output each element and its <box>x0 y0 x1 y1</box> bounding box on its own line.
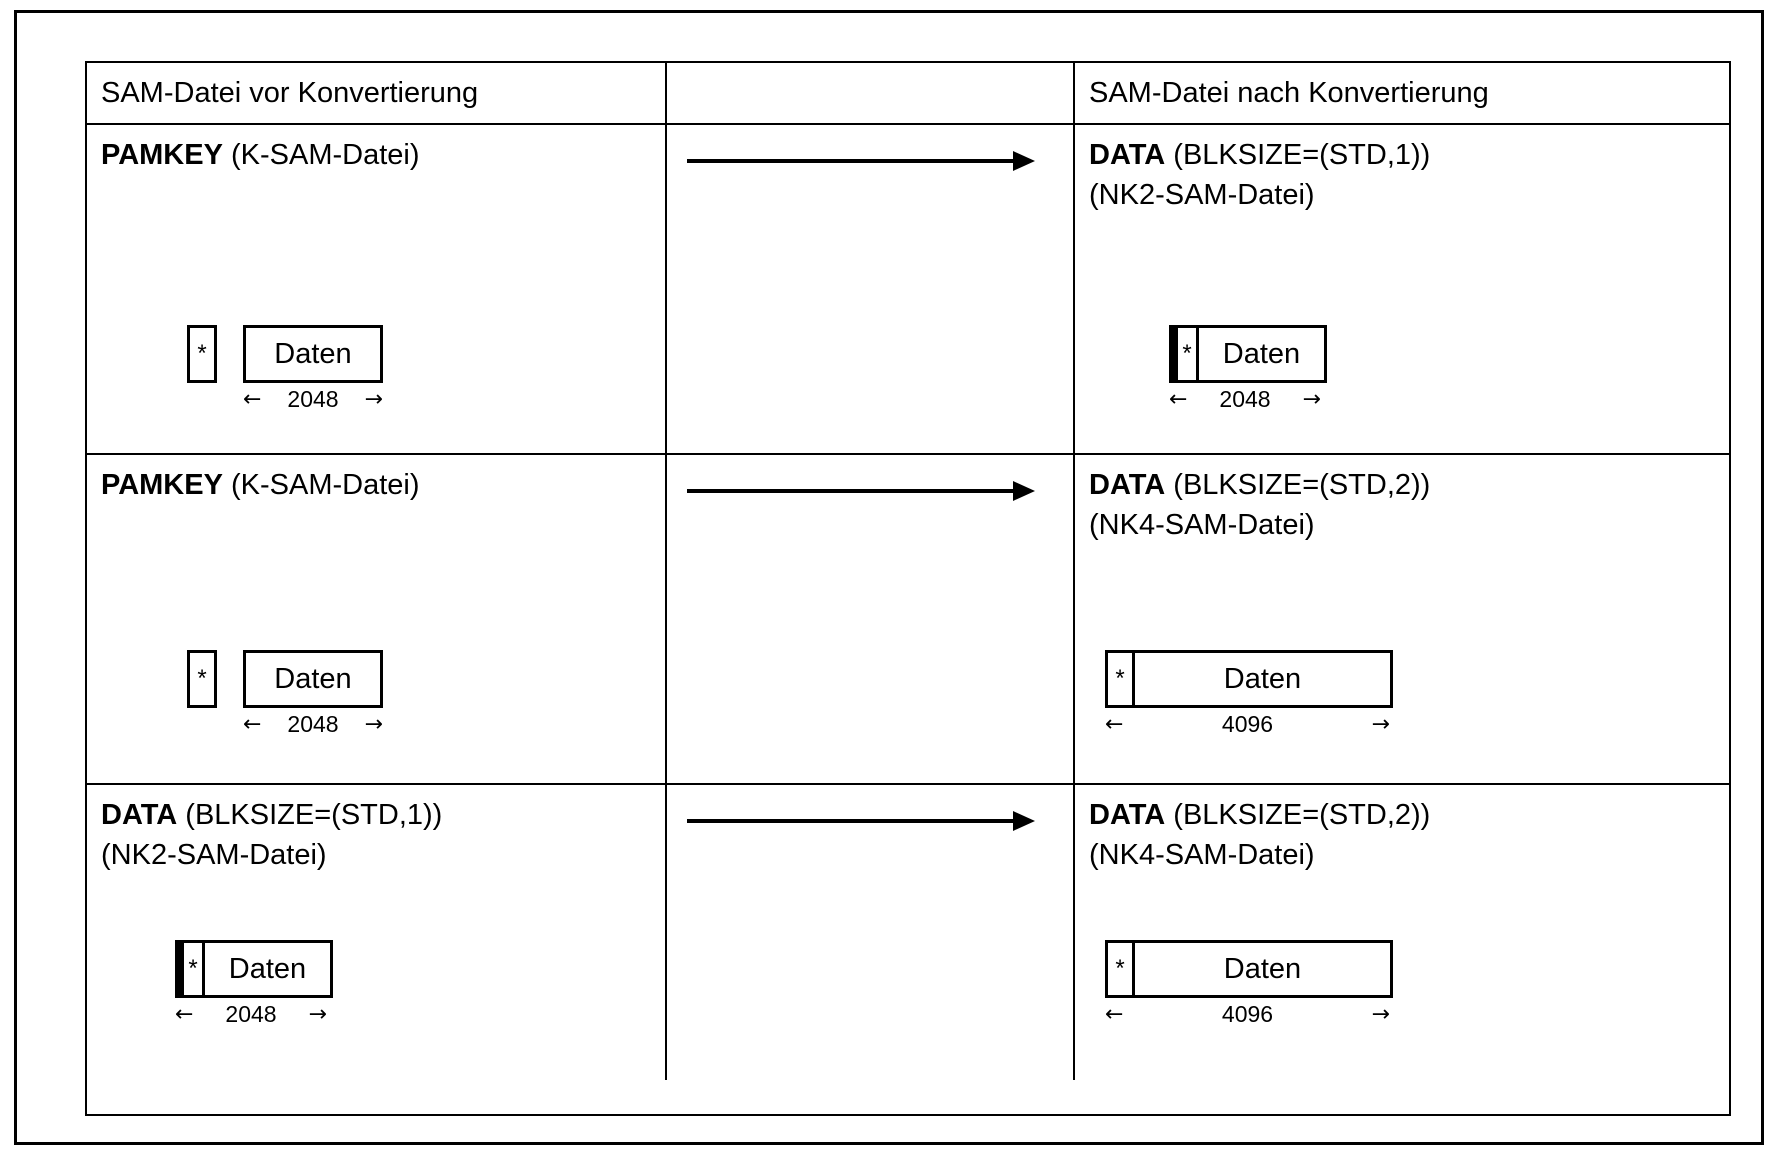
row3-before-size: 2048 <box>225 1000 277 1027</box>
row1-before-blockrow <box>187 325 383 383</box>
row2-before-arrow-right-icon: → <box>364 711 383 737</box>
row1-after-arrow-left-icon: ← <box>1169 386 1188 412</box>
row3-after-pamkey-box: * <box>1105 940 1135 998</box>
row3-after-title-rest: (BLKSIZE=(STD,2)) <box>1165 799 1431 831</box>
row1-before-data-box: Daten <box>243 325 383 383</box>
row1-conversion-arrow-icon <box>687 149 1047 173</box>
row2-before-gap <box>217 650 243 708</box>
row1-before-measure-line <box>243 386 383 413</box>
row2-after-arrow-right-icon: → <box>1371 711 1390 737</box>
row3-after-size: 4096 <box>1221 1000 1274 1027</box>
row2-before-title-rest: (K-SAM-Datei) <box>222 469 420 501</box>
row1-after-block <box>1169 325 1327 413</box>
row1-before-title <box>101 135 651 175</box>
row2-after-title-bold: DATA <box>1089 469 1166 501</box>
row2-before-title <box>101 465 651 505</box>
row1-before-measure <box>243 385 383 413</box>
row2-after-title-line2: (NK4-SAM-Datei) <box>1089 509 1315 541</box>
row2-after-data-box: Daten <box>1135 650 1393 708</box>
row1-before-size: 2048 <box>287 385 339 412</box>
row2-before-data-box: Daten <box>243 650 383 708</box>
header-label-before: SAM-Datei vor Konvertierung <box>101 77 479 109</box>
row3-before-cell <box>87 785 667 1080</box>
row3-after-title <box>1089 795 1715 835</box>
row2-arrow-line <box>687 489 1017 493</box>
row1-before-gap <box>217 325 243 383</box>
row1-after-pamkey-box: * <box>1169 325 1199 383</box>
row1-after-title-line2: (NK2-SAM-Datei) <box>1089 179 1315 211</box>
row2-before-measure <box>243 710 383 738</box>
row2-before-size: 2048 <box>287 710 339 737</box>
row2-after-title-rest: (BLKSIZE=(STD,2)) <box>1165 469 1431 501</box>
row2-arrow-cell <box>667 455 1075 783</box>
outer-frame <box>14 10 1764 1145</box>
row1-arrow-cell <box>667 125 1075 453</box>
row2-after-arrow-left-icon: ← <box>1105 711 1124 737</box>
row3-before-pamkey-box: * <box>175 940 205 998</box>
header-cell-before <box>87 63 667 123</box>
row1-before-block <box>187 325 383 413</box>
row1-after-size: 2048 <box>1219 385 1271 412</box>
row3-after-title-bold: DATA <box>1089 799 1166 831</box>
row1-after-cell <box>1075 125 1729 453</box>
row1-after-measure-line <box>1169 386 1321 413</box>
table-row <box>87 125 1729 455</box>
row3-before-title-line2: (NK2-SAM-Datei) <box>101 839 327 871</box>
row3-after-block <box>1105 940 1393 1028</box>
row3-after-blockrow <box>1105 940 1393 998</box>
row3-before-arrow-right-icon: → <box>308 1001 327 1027</box>
row1-after-title <box>1089 135 1715 175</box>
header-cell-after <box>1075 63 1729 123</box>
row2-before-measure-line <box>243 711 383 738</box>
row3-before-arrow-left-icon: ← <box>175 1001 194 1027</box>
row3-before-blockrow <box>175 940 333 998</box>
row3-conversion-arrow-icon <box>687 809 1047 833</box>
row3-arrow-cell <box>667 785 1075 1080</box>
row1-after-arrow-right-icon: → <box>1302 386 1321 412</box>
row2-after-block <box>1105 650 1393 738</box>
row2-before-block <box>187 650 383 738</box>
row2-after-pamkey-box: * <box>1105 650 1135 708</box>
row3-after-cell <box>1075 785 1729 1080</box>
row2-before-title-bold: PAMKEY <box>101 469 223 501</box>
row3-before-measure <box>175 1000 333 1028</box>
row1-before-cell <box>87 125 667 453</box>
row2-before-arrow-left-icon: ← <box>243 711 262 737</box>
row3-after-arrow-left-icon: ← <box>1105 1001 1124 1027</box>
row2-after-title <box>1089 465 1715 505</box>
row2-arrow-head <box>1013 481 1035 501</box>
row3-after-title-line2: (NK4-SAM-Datei) <box>1089 839 1315 871</box>
row2-after-measure-line <box>1105 711 1390 738</box>
row3-after-measure-line <box>1105 1001 1390 1028</box>
row3-before-data-box: Daten <box>205 940 333 998</box>
row3-arrow-head <box>1013 811 1035 831</box>
row2-conversion-arrow-icon <box>687 479 1047 503</box>
row2-after-measure <box>1105 710 1393 738</box>
row1-before-title-rest: (K-SAM-Datei) <box>222 139 420 171</box>
row1-before-title-bold: PAMKEY <box>101 139 223 171</box>
header-cell-middle <box>667 63 1075 123</box>
row2-before-cell <box>87 455 667 783</box>
row2-after-cell <box>1075 455 1729 783</box>
row2-before-blockrow <box>187 650 383 708</box>
row3-before-title-bold: DATA <box>101 799 178 831</box>
row3-arrow-line <box>687 819 1017 823</box>
row1-after-blockrow <box>1169 325 1327 383</box>
row3-after-arrow-right-icon: → <box>1371 1001 1390 1027</box>
row2-after-blockrow <box>1105 650 1393 708</box>
row3-before-measure-line <box>175 1001 327 1028</box>
table-row <box>87 785 1729 1080</box>
row1-after-title-bold: DATA <box>1089 139 1166 171</box>
row1-before-arrow-left-icon: ← <box>243 386 262 412</box>
table-header-row <box>87 63 1729 125</box>
row1-after-title-rest: (BLKSIZE=(STD,1)) <box>1165 139 1431 171</box>
row1-after-measure <box>1169 385 1327 413</box>
row3-before-block <box>175 940 333 1028</box>
row2-after-size: 4096 <box>1221 710 1274 737</box>
row3-after-data-box: Daten <box>1135 940 1393 998</box>
row3-after-measure <box>1105 1000 1393 1028</box>
header-label-after: SAM-Datei nach Konvertierung <box>1089 77 1489 109</box>
row3-before-title-rest: (BLKSIZE=(STD,1)) <box>177 799 443 831</box>
row2-before-pamkey-box: * <box>187 650 217 708</box>
row1-before-arrow-right-icon: → <box>364 386 383 412</box>
table-row <box>87 455 1729 785</box>
row1-after-data-box: Daten <box>1199 325 1327 383</box>
conversion-table <box>85 61 1731 1116</box>
row1-before-pamkey-box: * <box>187 325 217 383</box>
row1-arrow-head <box>1013 151 1035 171</box>
row3-before-title <box>101 795 651 835</box>
row1-arrow-line <box>687 159 1017 163</box>
